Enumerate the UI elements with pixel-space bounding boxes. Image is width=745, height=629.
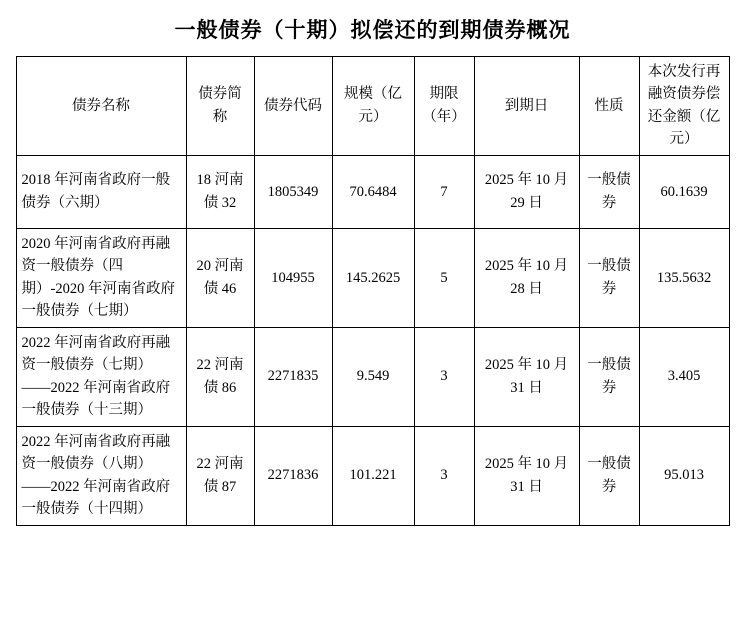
column-header-bond-code: 债券代码 [254, 57, 332, 156]
column-header-short-name: 债券简称 [186, 57, 254, 156]
cell-due-date: 2025 年 10 月 29 日 [474, 155, 579, 228]
cell-bond-code: 1805349 [254, 155, 332, 228]
cell-type: 一般债券 [579, 155, 639, 228]
table-row [16, 426, 729, 525]
cell-bond-name: 2018 年河南省政府一般债券（六期） [16, 155, 186, 228]
table-row [16, 155, 729, 228]
cell-bond-name: 2020 年河南省政府再融资一般债券（四期）-2020 年河南省政府一般债券（七期） [16, 228, 186, 327]
column-header-due-date: 到期日 [474, 57, 579, 156]
cell-short-name: 18 河南债 32 [186, 155, 254, 228]
cell-due-date: 2025 年 10 月 28 日 [474, 228, 579, 327]
cell-type: 一般债券 [579, 327, 639, 426]
cell-due-date: 2025 年 10 月 31 日 [474, 327, 579, 426]
cell-short-name: 20 河南债 46 [186, 228, 254, 327]
cell-scale: 101.221 [332, 426, 414, 525]
column-header-term: 期限（年） [414, 57, 474, 156]
cell-type: 一般债券 [579, 426, 639, 525]
cell-bond-name: 2022 年河南省政府再融资一般债券（七期）——2022 年河南省政府一般债券（十三期） [16, 327, 186, 426]
page-title: 一般债券（十期）拟偿还的到期债券概况 [174, 18, 571, 42]
cell-scale: 145.2625 [332, 228, 414, 327]
cell-scale: 70.6484 [332, 155, 414, 228]
cell-term: 3 [414, 327, 474, 426]
cell-amount: 3.405 [639, 327, 729, 426]
cell-bond-code: 104955 [254, 228, 332, 327]
cell-scale: 9.549 [332, 327, 414, 426]
table-header-row [16, 57, 729, 156]
cell-amount: 60.1639 [639, 155, 729, 228]
cell-short-name: 22 河南债 87 [186, 426, 254, 525]
column-header-amount: 本次发行再融资债券偿还金额（亿元） [639, 57, 729, 156]
cell-amount: 95.013 [639, 426, 729, 525]
cell-term: 5 [414, 228, 474, 327]
cell-bond-code: 2271836 [254, 426, 332, 525]
cell-type: 一般债券 [579, 228, 639, 327]
cell-short-name: 22 河南债 86 [186, 327, 254, 426]
column-header-scale: 规模（亿元） [332, 57, 414, 156]
cell-term: 3 [414, 426, 474, 525]
column-header-type: 性质 [579, 57, 639, 156]
column-header-bond-name: 债券名称 [16, 57, 186, 156]
cell-bond-code: 2271835 [254, 327, 332, 426]
cell-term: 7 [414, 155, 474, 228]
table-row [16, 228, 729, 327]
table-row [16, 327, 729, 426]
cell-due-date: 2025 年 10 月 31 日 [474, 426, 579, 525]
bond-repayment-table [16, 56, 730, 526]
cell-amount: 135.5632 [639, 228, 729, 327]
cell-bond-name: 2022 年河南省政府再融资一般债券（八期）——2022 年河南省政府一般债券（十四期） [16, 426, 186, 525]
